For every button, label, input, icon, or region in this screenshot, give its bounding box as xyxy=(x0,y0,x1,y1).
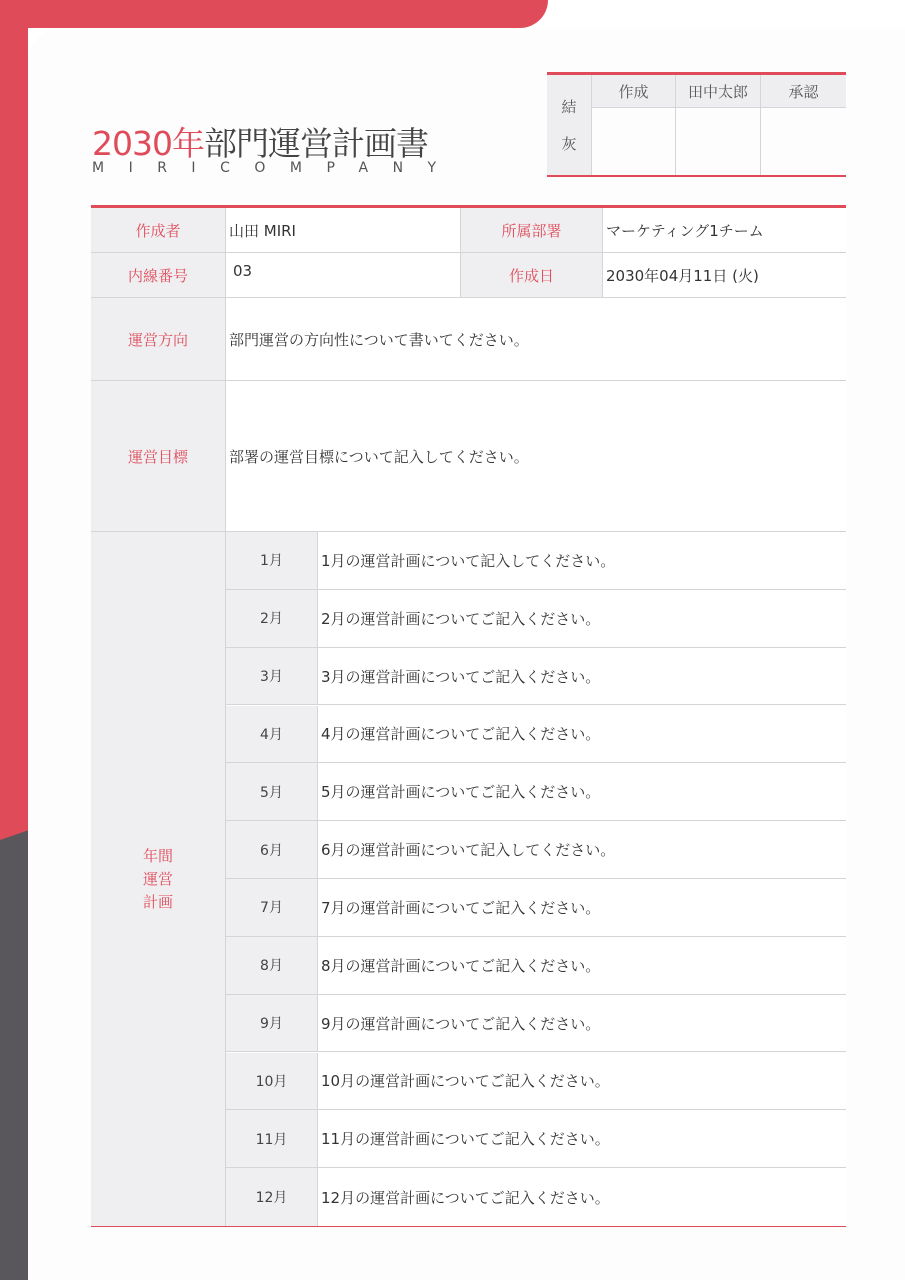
goal-value[interactable]: 部署の運営目標について記入してください。 xyxy=(226,381,846,532)
title-year: 2030年 xyxy=(92,124,204,163)
month-label: 5月 xyxy=(226,763,318,821)
approval-box xyxy=(547,72,846,177)
left-accent-dark xyxy=(0,830,29,1280)
approval-stamp-name[interactable] xyxy=(676,108,761,175)
approval-side-2: 灰 xyxy=(561,135,577,153)
month-label: 2月 xyxy=(226,590,318,648)
page-title xyxy=(92,118,428,165)
date-label: 作成日 xyxy=(461,253,603,298)
annual-plan-label: 年間 運営 計画 xyxy=(91,532,226,1226)
left-accent-red xyxy=(0,0,28,840)
approval-side-1: 結 xyxy=(561,98,577,116)
month-label: 6月 xyxy=(226,821,318,879)
month-plan-value[interactable]: 9月の運営計画についてご記入ください。 xyxy=(318,995,846,1053)
month-plan-value[interactable]: 5月の運営計画についてご記入ください。 xyxy=(318,763,846,821)
approval-header-name: 田中太郎 xyxy=(676,75,761,108)
title-text: 部門運営計画書 xyxy=(203,124,428,163)
direction-value[interactable]: 部門運営の方向性について書いてください。 xyxy=(226,298,846,381)
company-name: MIRICOMPANY xyxy=(92,160,461,176)
month-plan-value[interactable]: 3月の運営計画についてご記入ください。 xyxy=(318,648,846,706)
ext-label: 内線番号 xyxy=(91,253,226,298)
month-label: 10月 xyxy=(226,1053,318,1111)
approval-stamp-create[interactable] xyxy=(592,108,676,175)
dept-value[interactable]: マーケティング1チーム xyxy=(603,208,846,253)
approval-side-label xyxy=(547,75,592,175)
month-label: 8月 xyxy=(226,937,318,995)
author-value[interactable]: 山田 MIRI xyxy=(226,208,461,253)
top-accent-band xyxy=(0,0,548,28)
month-label: 4月 xyxy=(226,706,318,764)
plan-table xyxy=(91,205,846,1227)
month-plan-value[interactable]: 12月の運営計画についてご記入ください。 xyxy=(318,1168,846,1226)
month-label: 3月 xyxy=(226,648,318,706)
month-plan-value[interactable]: 7月の運営計画についてご記入ください。 xyxy=(318,879,846,937)
goal-label: 運営目標 xyxy=(91,381,226,532)
approval-header-create: 作成 xyxy=(592,75,676,108)
dept-label: 所属部署 xyxy=(461,208,603,253)
approval-header-approve: 承認 xyxy=(761,75,846,108)
date-value[interactable]: 2030年04月11日 (火) xyxy=(603,253,846,298)
month-plan-value[interactable]: 8月の運営計画についてご記入ください。 xyxy=(318,937,846,995)
month-plan-value[interactable]: 2月の運営計画についてご記入ください。 xyxy=(318,590,846,648)
month-plan-value[interactable]: 1月の運営計画について記入してください。 xyxy=(318,532,846,590)
month-label: 12月 xyxy=(226,1168,318,1226)
approval-stamp-approve[interactable] xyxy=(761,108,846,175)
month-label: 9月 xyxy=(226,995,318,1053)
month-plan-value[interactable]: 4月の運営計画についてご記入ください。 xyxy=(318,706,846,764)
month-plan-value[interactable]: 10月の運営計画についてご記入ください。 xyxy=(318,1053,846,1111)
direction-label: 運営方向 xyxy=(91,298,226,381)
month-plan-value[interactable]: 6月の運営計画について記入してください。 xyxy=(318,821,846,879)
month-label: 7月 xyxy=(226,879,318,937)
month-label: 11月 xyxy=(226,1110,318,1168)
month-label: 1月 xyxy=(226,532,318,590)
author-label: 作成者 xyxy=(91,208,226,253)
ext-value[interactable]: 03 xyxy=(226,253,461,298)
month-plan-value[interactable]: 11月の運営計画についてご記入ください。 xyxy=(318,1110,846,1168)
